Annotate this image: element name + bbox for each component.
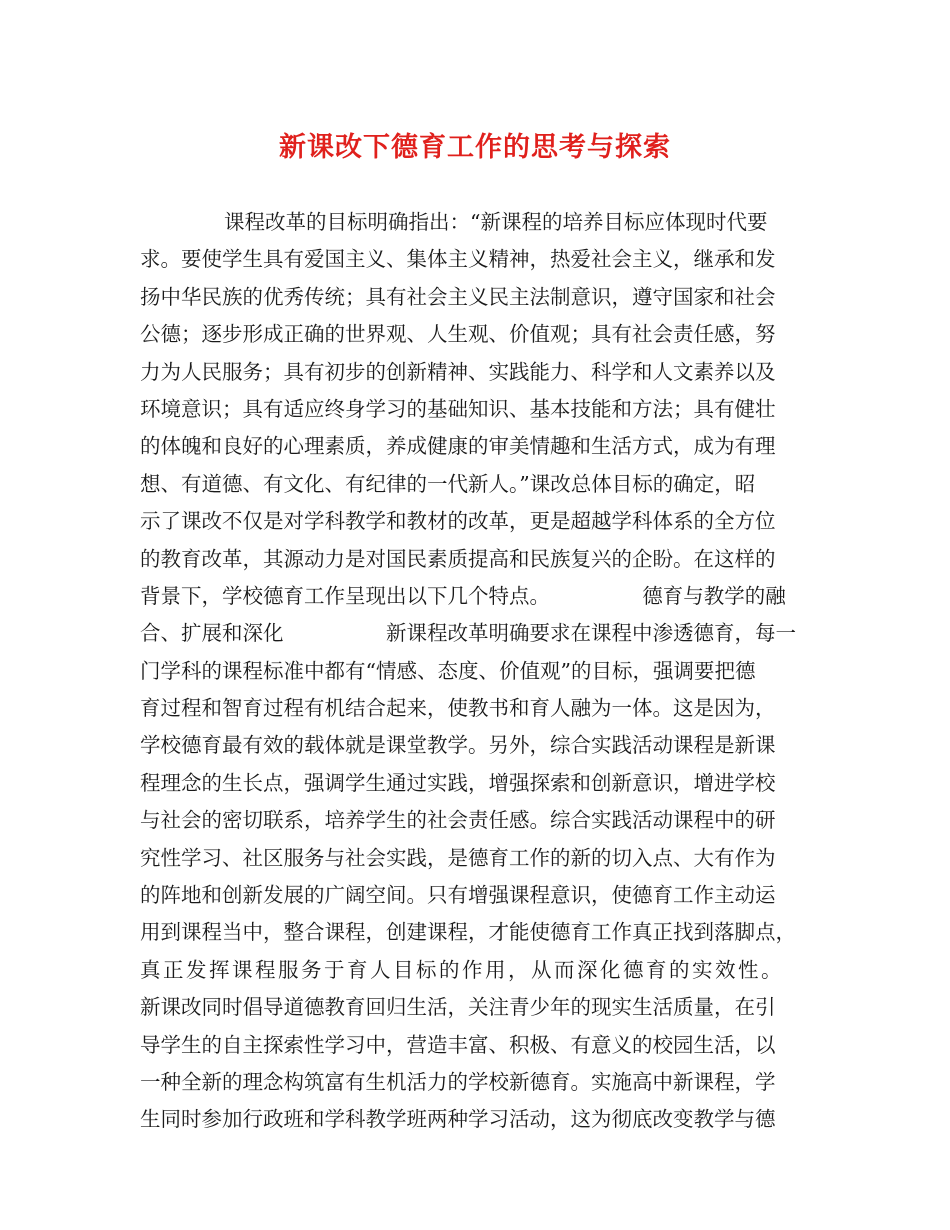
text-line: 用到课程当中，整合课程，创建课程，才能使德育工作真正找到落脚点，: [140, 920, 796, 945]
text-line: 公德；逐步形成正确的世界观、人生观、价值观；具有社会责任感，努: [140, 322, 776, 347]
text-line: 的教育改革，其源动力是对国民素质提高和民族复兴的企盼。在这样的: [140, 546, 776, 571]
text-line: 导学生的自主探索性学习中，营造丰富、积极、有意义的校园生活，以: [140, 1032, 776, 1057]
text-line: 的体魄和良好的心理素质，养成健康的审美情趣和生活方式，成为有理: [140, 434, 776, 459]
text-line: 程理念的生长点，强调学生通过实践，增强探索和创新意识，增进学校: [140, 770, 776, 795]
text-line: 究性学习、社区服务与社会实践，是德育工作的新的切入点、大有作为: [140, 845, 776, 870]
text-line: 真正发挥课程服务于育人目标的作用，从而深化德育的实效性。: [140, 957, 784, 982]
text-line: 的阵地和创新发展的广阔空间。只有增强课程意识，使德育工作主动运: [140, 883, 776, 908]
text-line: 合、扩展和深化 新课程改革明确要求在课程中渗透德育，每一: [140, 621, 796, 646]
text-line: 学校德育最有效的载体就是课堂教学。另外，综合实践活动课程是新课: [140, 733, 776, 758]
text-line: 环境意识；具有适应终身学习的基础知识、基本技能和方法；具有健壮: [140, 396, 776, 421]
text-line: 求。要使学生具有爱国主义、集体主义精神，热爱社会主义，继承和发: [140, 247, 776, 272]
text-line: 扬中华民族的优秀传统；具有社会主义民主法制意识，遵守国家和社会: [140, 284, 776, 309]
text-line: 力为人民服务；具有初步的创新精神、实践能力、科学和人文素养以及: [140, 359, 776, 384]
text-line: 一种全新的理念构筑富有生机活力的学校新德育。实施高中新课程，学: [140, 1069, 776, 1094]
text-line: 示了课改不仅是对学科教学和教材的改革，更是超越学科体系的全方位: [140, 509, 776, 534]
text-line: 想、有道德、有文化、有纪律的一代新人。”课改总体目标的确定，昭: [140, 471, 756, 496]
text-line: 门学科的课程标准中都有“情感、态度、价值观”的目标，强调要把德: [140, 658, 756, 683]
text-line: 新课改同时倡导道德教育回归生活，关注青少年的现实生活质量，在引: [140, 995, 776, 1020]
document-body: [140, 204, 820, 1139]
document-title: 新课改下德育工作的思考与探索: [279, 132, 671, 163]
text-line: 课程改革的目标明确指出：“新课程的培养目标应体现时代要: [224, 210, 768, 234]
text-line: 与社会的密切联系，培养学生的社会责任感。综合实践活动课程中的研: [140, 808, 776, 833]
text-line: 背景下，学校德育工作呈现出以下几个特点。 德育与教学的融: [140, 583, 786, 608]
text-line: 育过程和智育过程有机结合起来，使教书和育人融为一体。这是因为，: [140, 696, 776, 721]
text-line: 生同时参加行政班和学科教学班两种学习活动，这为彻底改变教学与德: [140, 1107, 776, 1132]
